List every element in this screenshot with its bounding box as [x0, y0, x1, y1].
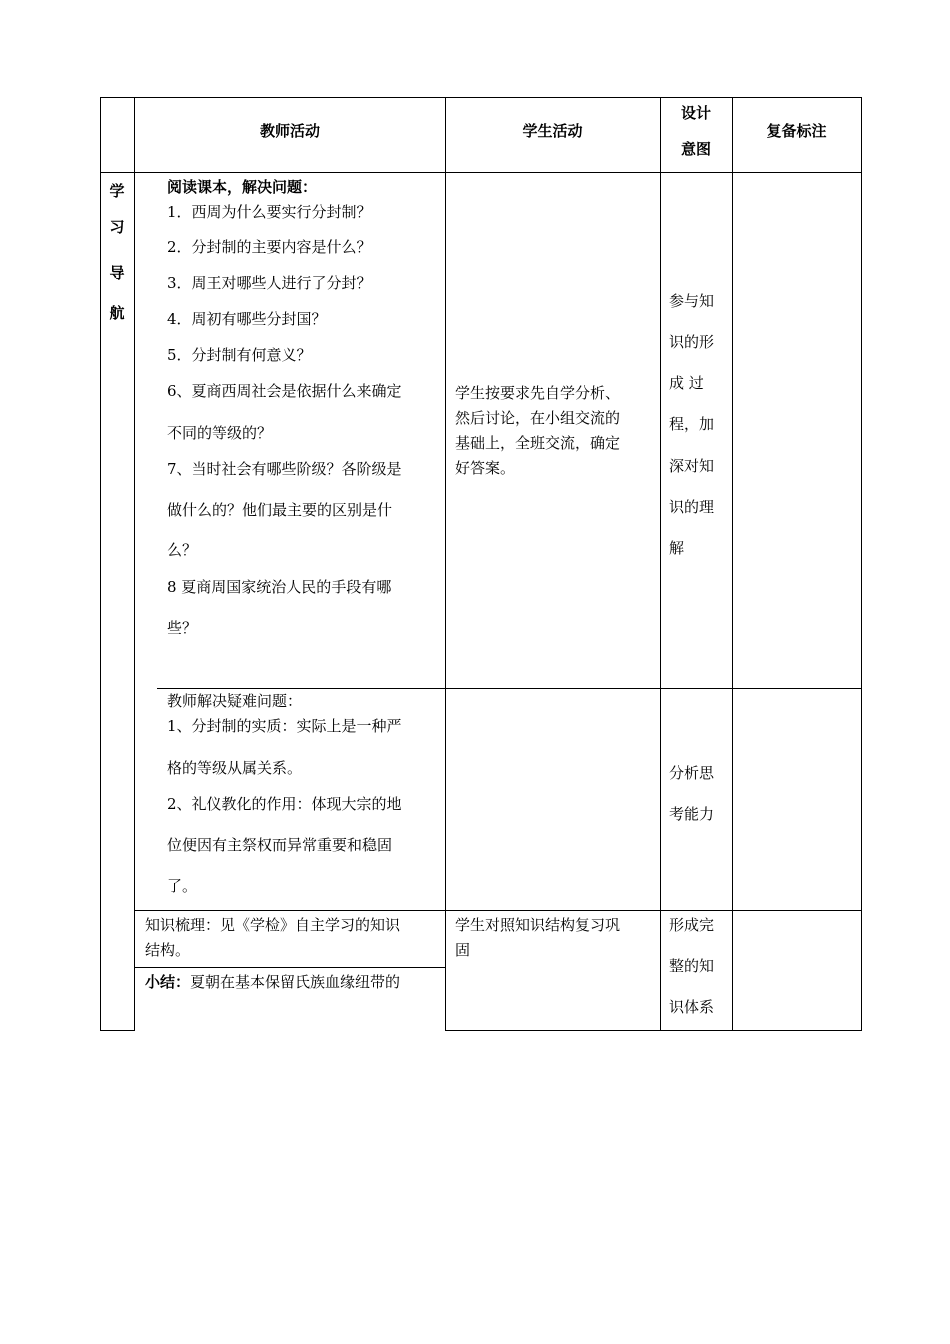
summary-text: 夏朝在基本保留氏族血缘纽带的	[190, 973, 401, 991]
grid-line	[100, 172, 862, 173]
teacher-line: 7、当时社会有哪些阶级？各阶级是	[167, 460, 402, 478]
design-line: 形成完	[669, 916, 715, 934]
teacher-line: 位便因有主祭权而异常重要和稳固	[167, 836, 393, 854]
header-design-1: 设计	[680, 104, 711, 122]
teacher-line: 2．分封制的主要内容是什么？	[167, 238, 372, 256]
grid-line	[135, 967, 445, 968]
teacher-line: 不同的等级的？	[167, 424, 273, 442]
side-label-char: 习	[109, 218, 125, 236]
design-line: 解	[669, 539, 685, 557]
design-line: 考能力	[669, 805, 715, 823]
teacher-line: 3．周王对哪些人进行了分封？	[167, 274, 372, 292]
student-line: 好答案。	[455, 459, 516, 477]
design-line: 整的知	[669, 957, 715, 975]
grid-line	[861, 97, 862, 1031]
design-line: 程，加	[669, 415, 715, 433]
teacher-line: 4．周初有哪些分封国？	[167, 310, 327, 328]
design-line: 识体系	[669, 998, 715, 1016]
student-line: 固	[455, 941, 471, 959]
knowledge-line: 知识梳理：见《学检》自主学习的知识	[145, 916, 401, 934]
grid-line	[445, 1030, 862, 1031]
grid-line	[100, 97, 862, 98]
section1-title: 阅读课本，解决问题：	[167, 178, 318, 196]
design-line: 识的理	[669, 498, 715, 516]
summary-label: 小结：	[145, 973, 191, 991]
section2-title: 教师解决疑难问题：	[167, 692, 303, 710]
side-label-char: 学	[109, 182, 125, 200]
grid-line	[445, 97, 446, 1031]
student-line: 学生对照知识结构复习巩	[455, 916, 621, 934]
header-student: 学生活动	[522, 122, 583, 140]
design-line: 识的形	[669, 333, 715, 351]
grid-line	[100, 1030, 135, 1031]
teacher-line: 5．分封制有何意义？	[167, 346, 312, 364]
teacher-line: 6、夏商西周社会是依据什么来确定	[167, 382, 402, 400]
grid-line	[135, 910, 862, 911]
teacher-line: 格的等级从属关系。	[167, 759, 303, 777]
design-line: 深对知	[669, 457, 715, 475]
teacher-line: 了。	[167, 877, 198, 895]
teacher-line: 么？	[167, 541, 198, 559]
teacher-line: 些？	[167, 619, 198, 637]
knowledge-line: 结构。	[145, 941, 191, 959]
design-line: 参与知	[669, 292, 715, 310]
side-label-char: 航	[109, 304, 125, 322]
grid-line	[157, 688, 862, 689]
teacher-line: 1．西周为什么要实行分封制？	[167, 203, 372, 221]
teacher-line: 1、分封制的实质：实际上是一种严	[167, 717, 402, 735]
grid-line	[100, 97, 101, 1031]
student-line: 然后讨论，在小组交流的	[455, 409, 621, 427]
grid-line	[134, 97, 135, 1031]
header-review: 复备标注	[766, 122, 827, 140]
header-teacher: 教师活动	[259, 122, 320, 140]
teacher-line: 8 夏商周国家统治人民的手段有哪	[167, 578, 392, 596]
summary-line	[145, 973, 400, 991]
grid-line	[660, 97, 661, 1031]
teacher-line: 2、礼仪教化的作用：体现大宗的地	[167, 795, 402, 813]
student-line: 学生按要求先自学分析、	[455, 384, 621, 402]
design-line: 分析思	[669, 764, 715, 782]
student-line: 基础上，全班交流，确定	[455, 434, 621, 452]
side-label-char: 导	[109, 264, 125, 282]
design-line: 成 过	[669, 374, 704, 392]
teacher-line: 做什么的？他们最主要的区别是什	[167, 501, 393, 519]
header-design-2: 意图	[680, 140, 711, 158]
grid-line	[732, 97, 733, 1031]
